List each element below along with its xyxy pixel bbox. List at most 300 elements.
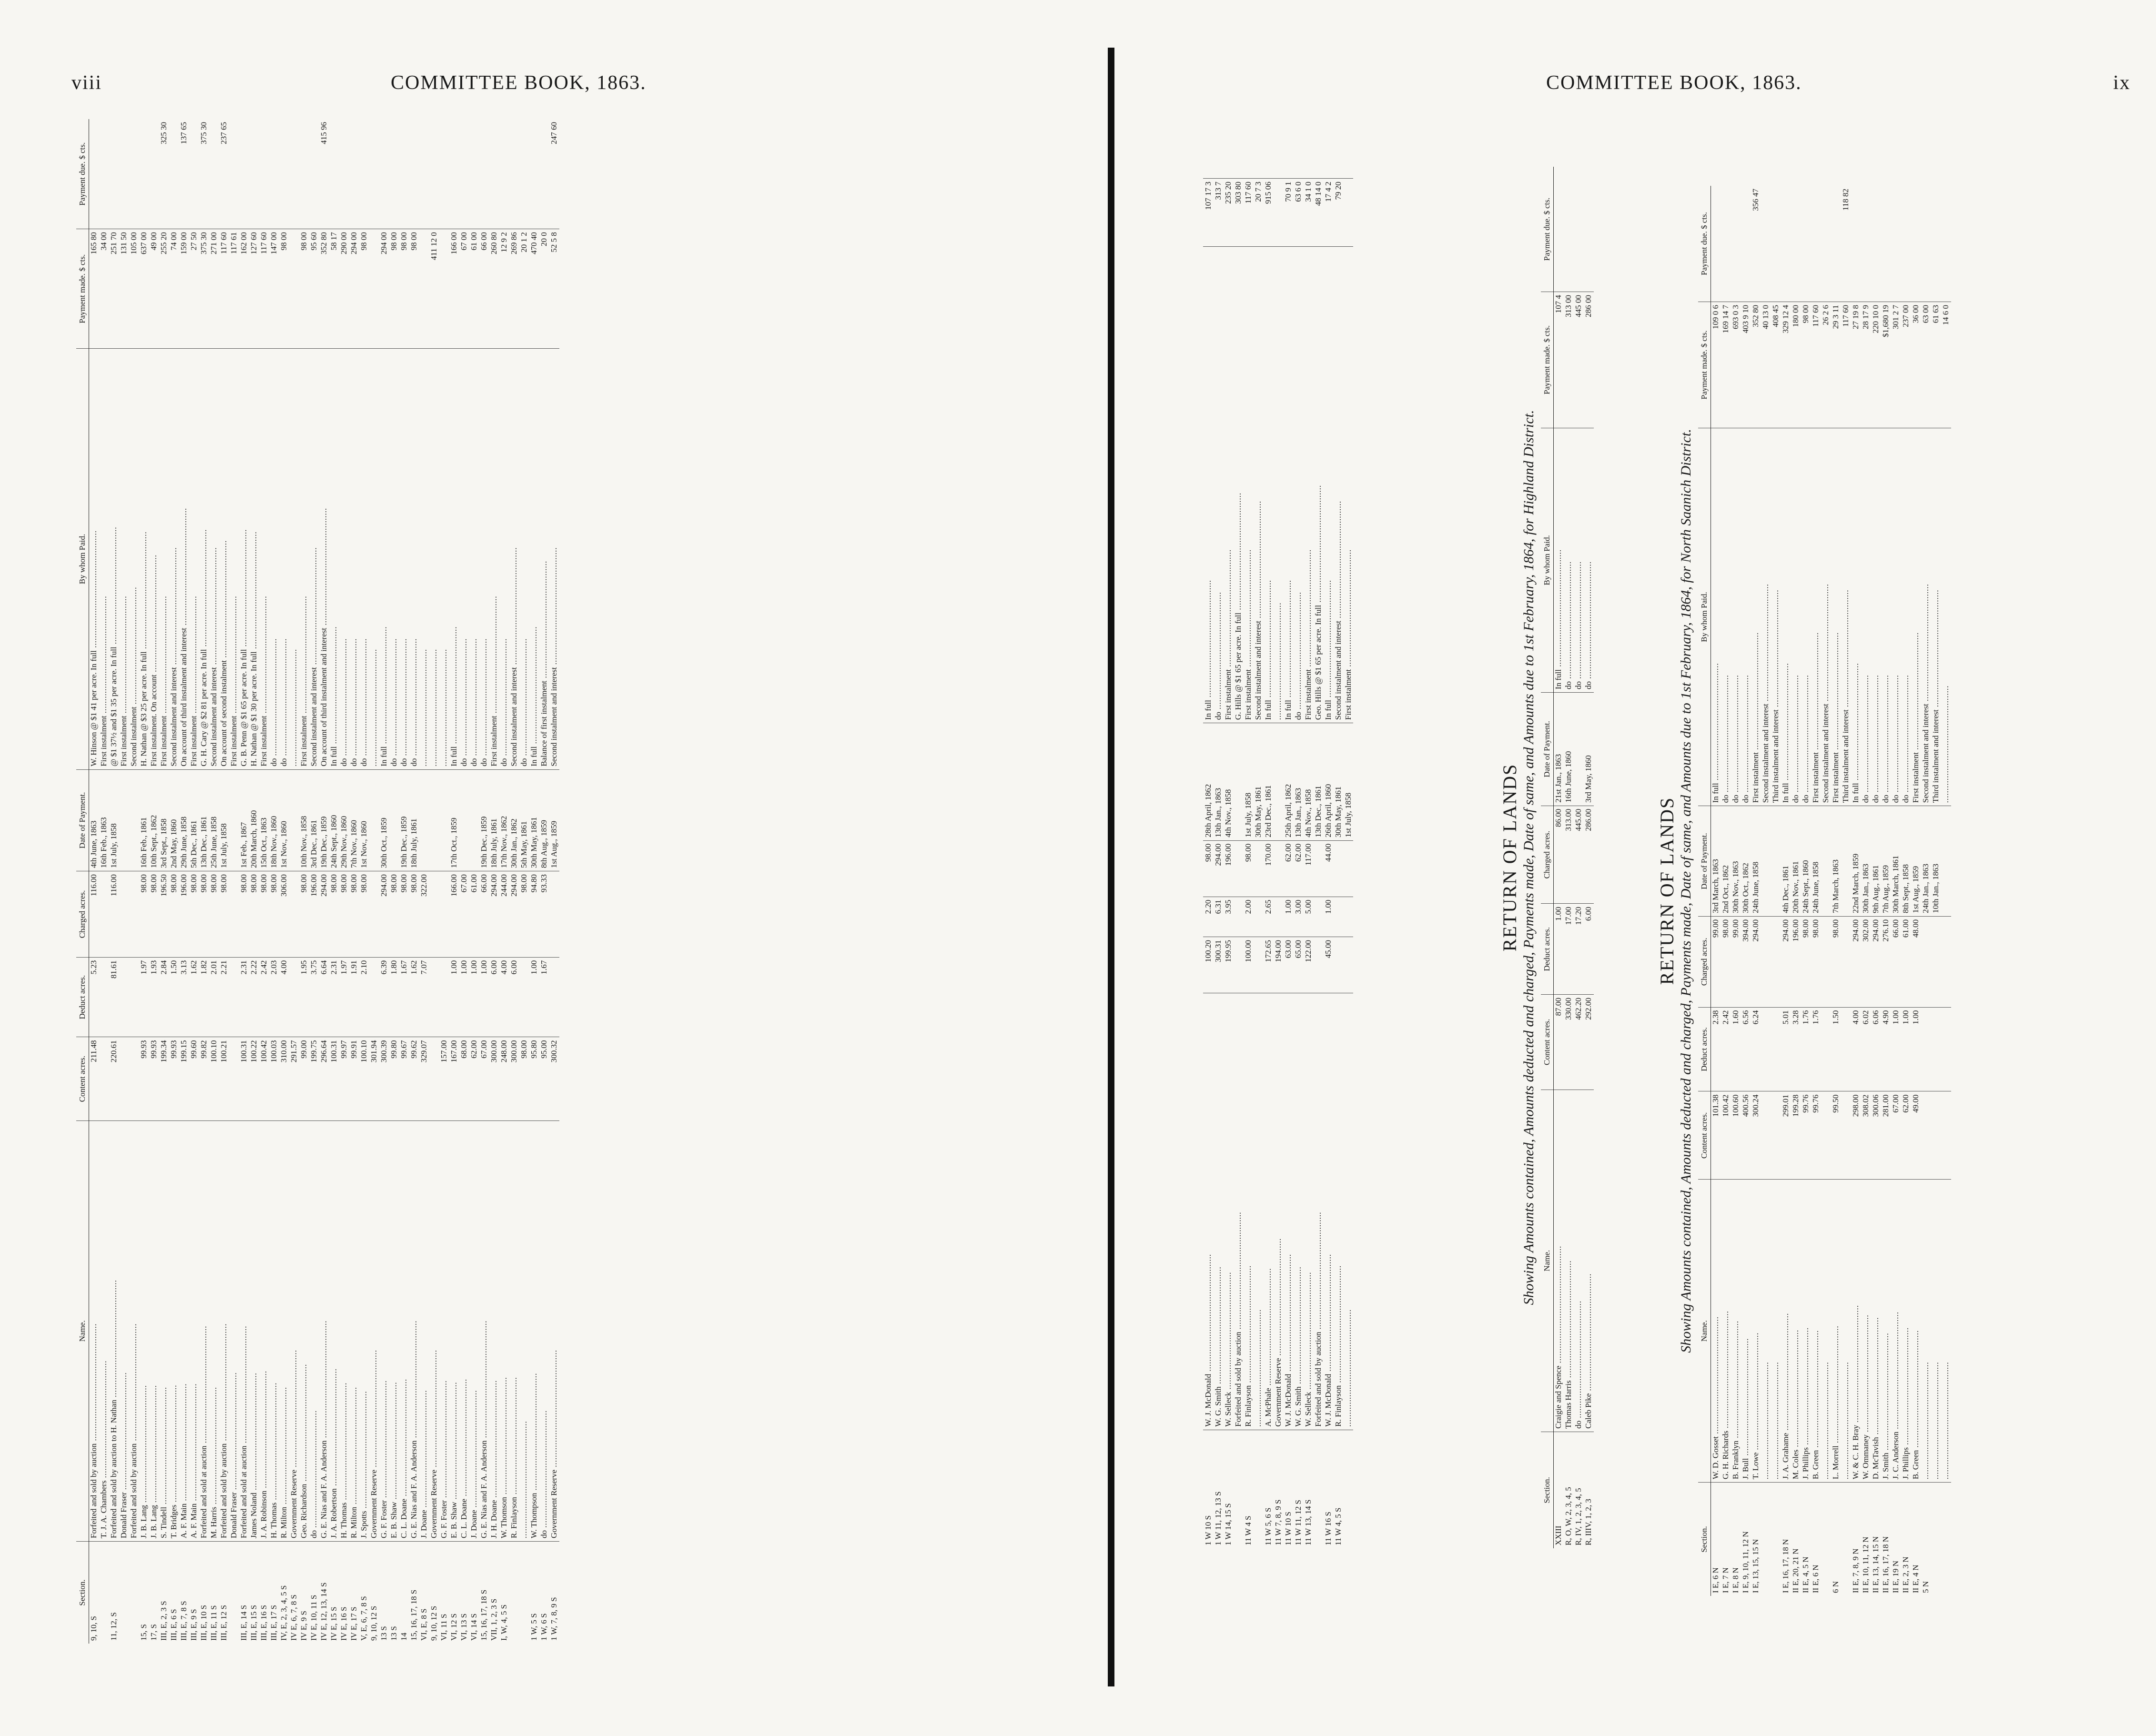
table-row	[1811, 186, 1821, 1596]
table-cell: 18th July, 1861	[489, 769, 499, 871]
table-cell	[1243, 167, 1253, 179]
table-cell	[429, 119, 439, 229]
table-cell: 28 17 9	[1861, 302, 1871, 428]
table-cell: 162 00	[239, 229, 249, 349]
table-cell: 117 60	[259, 229, 269, 349]
table-cell	[1553, 167, 1564, 292]
table-cell: 87.00	[1553, 995, 1564, 1090]
column-header: Content acres.	[1541, 995, 1553, 1090]
table-cell: 4th Dec., 1861	[1781, 806, 1791, 917]
table-row	[1721, 186, 1731, 1596]
table-cell: do .....	[1564, 428, 1574, 692]
table-cell: 11 W 11, 12 S	[1293, 1430, 1303, 1548]
table-row	[1791, 186, 1801, 1596]
table-cell: G. Hills @ $1 65 per acre. In full .....	[1233, 247, 1243, 723]
table-cell: 19th Dec., 1859	[399, 769, 409, 871]
table-cell: 157.00	[439, 1037, 449, 1120]
table-cell	[439, 957, 449, 1037]
table-cell: 100.10	[209, 1037, 219, 1120]
table-cell	[439, 769, 449, 871]
table-row	[1564, 167, 1574, 1548]
table-cell: 15, 16, 17, 18 S	[479, 1541, 489, 1644]
table-cell: 98 00	[359, 229, 369, 349]
table-cell: VI, E, 8 S	[419, 1541, 429, 1644]
table-row	[1253, 167, 1263, 1548]
table-row	[459, 119, 469, 1644]
table-cell: 147 00	[269, 229, 279, 349]
table-cell	[429, 871, 439, 958]
table-cell	[1273, 179, 1283, 247]
table-cell: 66 00	[479, 229, 489, 349]
table-cell: 26th April, 1860	[1323, 723, 1333, 841]
table-cell: Balance of first instalment .....	[539, 349, 549, 769]
table-cell	[1203, 167, 1213, 179]
book-gutter	[1108, 48, 1114, 1686]
table-cell: do .....	[269, 349, 279, 769]
table-cell: On account of second instalment .....	[219, 349, 229, 769]
table-cell: 11 W 10 S	[1283, 1430, 1293, 1548]
table-cell: 11 W 7, 8, 9 S	[1273, 1430, 1283, 1548]
table-cell: VI, 14 S	[469, 1541, 479, 1644]
table-cell: 29 3 11	[1831, 302, 1841, 428]
table-cell: 62.00	[1283, 840, 1293, 897]
table-cell: 13 S	[379, 1541, 389, 1644]
table-cell: 1st Aug., 1859	[549, 769, 559, 871]
table-cell	[1931, 1091, 1941, 1180]
table-cell: 322.00	[419, 871, 429, 958]
table-cell: In full .....	[529, 349, 539, 769]
table-cell: 199.95	[1223, 937, 1233, 993]
table-cell: First instalment .....	[1831, 428, 1841, 806]
table-cell: 2.01	[209, 957, 219, 1037]
column-header: Payment made. $ cts.	[1541, 292, 1553, 428]
table-cell: 310.00	[279, 1037, 289, 1120]
table-cell	[439, 229, 449, 349]
table-cell: 9, 10, S	[89, 1541, 99, 1644]
table-row	[1553, 167, 1564, 1548]
right-top-ledger	[1203, 167, 1353, 1548]
table-cell: 99.60	[189, 1037, 199, 1120]
table-cell: 2nd May, 1860	[169, 769, 179, 871]
table-cell: do .....	[339, 349, 349, 769]
table-cell: First instalment .....	[229, 349, 239, 769]
table-cell: Second instalment and interest .....	[509, 349, 519, 769]
table-cell	[1791, 186, 1801, 302]
table-cell: 65.00	[1293, 937, 1303, 993]
table-cell: 2.42	[259, 957, 269, 1037]
table-row	[339, 119, 349, 1644]
table-cell: 98.00	[299, 871, 309, 958]
table-cell	[1821, 916, 1831, 1007]
table-cell: W. Selleck .....	[1223, 993, 1233, 1430]
table-cell: 415 96	[319, 122, 329, 144]
table-cell: I, W, 4, 5 S	[499, 1541, 509, 1644]
table-cell: 6.24	[1751, 1007, 1761, 1091]
table-cell: do .....	[499, 349, 509, 769]
table-cell: A. McPhale .....	[1263, 993, 1273, 1430]
table-cell: First instalment .....	[1751, 428, 1761, 806]
table-cell	[1233, 897, 1243, 937]
table-cell	[1761, 806, 1771, 917]
table-cell: 117 60	[1243, 179, 1253, 247]
table-cell	[1921, 916, 1931, 1007]
table-cell: 15, S	[139, 1541, 149, 1644]
column-header: By whom Paid.	[76, 349, 89, 769]
table-cell: 1.00	[1323, 897, 1333, 937]
table-cell: T. Bridges .....	[169, 1120, 179, 1541]
table-cell: 98 00	[1801, 302, 1811, 428]
table-cell: G. F. Foster .....	[439, 1120, 449, 1541]
table-row	[379, 119, 389, 1644]
table-cell: II E, 4, 5 N	[1801, 1483, 1811, 1596]
table-cell: 196.00	[1223, 840, 1233, 897]
table-cell	[1253, 167, 1263, 179]
table-cell	[1323, 167, 1333, 179]
table-cell	[1931, 1180, 1941, 1483]
table-cell: In full .....	[1781, 428, 1791, 806]
table-cell: @ $1 37½ and $1 35 per acre. In full .....	[109, 349, 119, 769]
table-cell: do .....	[479, 349, 489, 769]
table-row	[1821, 186, 1831, 1596]
table-cell: S. Tindell .....	[159, 1120, 169, 1541]
column-header: Section.	[1698, 1483, 1711, 1596]
table-cell: 294.00	[489, 871, 499, 958]
table-cell: 330.00	[1564, 995, 1574, 1090]
table-cell: 1.50	[1831, 1007, 1841, 1091]
table-row	[489, 119, 499, 1644]
table-cell: C. L. Doane .....	[399, 1120, 409, 1541]
table-cell	[1333, 840, 1343, 897]
table-cell: In full .....	[1711, 428, 1721, 806]
table-cell	[289, 349, 299, 769]
table-cell: do .....	[359, 349, 369, 769]
table-cell: 109 0 6	[1711, 302, 1721, 428]
table-cell: H. Nathan @ $3 25 per acre. In full .....	[139, 349, 149, 769]
page-number-right: ix	[2113, 72, 2131, 94]
column-header: Payment made. $ cts.	[1698, 302, 1711, 428]
table-cell	[1283, 167, 1293, 179]
highland-subheading: Showing Amounts contained, Amounts deducted and charged, Payments made, Date of same, and Amounts due to 1st February, 1864, for Highland District.	[1521, 410, 1537, 1305]
table-cell	[369, 119, 379, 229]
table-row	[389, 119, 399, 1644]
table-cell: 299.01	[1781, 1091, 1791, 1180]
table-cell: 100.03	[269, 1037, 279, 1120]
table-cell	[1233, 167, 1243, 179]
table-cell	[1861, 186, 1871, 302]
table-cell: 298.00	[1851, 1091, 1861, 1180]
table-cell: IV E, 12, 13, 14 S	[319, 1541, 329, 1644]
table-cell: 1.00	[479, 957, 489, 1037]
table-cell: 98.00	[259, 871, 269, 958]
table-row	[479, 119, 489, 1644]
table-cell	[329, 119, 339, 229]
highland-heading: RETURN OF LANDS	[1499, 763, 1520, 952]
table-cell: 300.24	[1751, 1091, 1761, 1180]
table-cell: 301 2 7	[1891, 302, 1901, 428]
table-cell: J. Phillips .....	[1901, 1180, 1911, 1483]
table-cell: 99.00	[299, 1037, 309, 1120]
table-cell	[1731, 186, 1741, 302]
table-cell	[419, 349, 429, 769]
table-cell: 29th Nov., 1860	[339, 769, 349, 871]
table-cell: 36 00	[1911, 302, 1921, 428]
table-cell	[479, 119, 489, 229]
table-cell: 1.97	[339, 957, 349, 1037]
table-cell: XXIII	[1553, 1432, 1564, 1548]
table-cell: VI, 13 S	[459, 1541, 469, 1644]
table-cell: III, E, 7, 8 S	[179, 1541, 189, 1644]
table-cell: 6.02	[1861, 1007, 1871, 1091]
table-cell: J. Phillips .....	[1801, 1180, 1811, 1483]
table-cell: 356 47	[1751, 189, 1761, 211]
table-cell: 98.00	[189, 871, 199, 958]
table-cell: Second instalment and interest .....	[209, 349, 219, 769]
table-cell	[1921, 1180, 1931, 1483]
table-cell: 17th Oct., 1859	[449, 769, 459, 871]
highland-section	[1498, 167, 1594, 1548]
table-cell: IV E, 9 S	[299, 1541, 309, 1644]
table-cell: 98.00	[519, 871, 529, 958]
table-cell	[1343, 897, 1353, 937]
table-cell	[119, 871, 129, 958]
column-header: Deduct acres.	[1698, 1007, 1711, 1091]
table-cell: III, E, 11 S	[209, 1541, 219, 1644]
table-row	[419, 119, 429, 1644]
table-cell: 101.38	[1711, 1091, 1721, 1180]
table-row	[529, 119, 539, 1644]
table-cell: III, E, 10 S	[199, 1541, 209, 1644]
table-cell: do .....	[1213, 247, 1223, 723]
table-cell: Second instalment and interest .....	[1333, 247, 1343, 723]
table-row	[209, 119, 219, 1644]
table-cell: 18th Nov., 1860	[269, 769, 279, 871]
table-cell: 294.00	[319, 871, 329, 958]
table-cell	[269, 119, 279, 229]
table-cell: 4th June, 1863	[89, 769, 99, 871]
table-cell	[1771, 916, 1781, 1007]
left-ledger	[76, 119, 559, 1644]
table-row	[1751, 186, 1761, 1596]
table-row	[1911, 186, 1921, 1596]
table-cell: 329.07	[419, 1037, 429, 1120]
table-cell: 2.21	[219, 957, 229, 1037]
table-cell	[519, 119, 529, 229]
table-cell: 1.93	[149, 957, 159, 1037]
table-cell: Second instalment and interest .....	[309, 349, 319, 769]
table-cell: V, E, 6, 7, 8 S	[359, 1541, 369, 1644]
table-cell: 1.00	[1891, 1007, 1901, 1091]
table-cell: 81.61	[109, 957, 119, 1037]
table-cell: First instalment .....	[159, 349, 169, 769]
table-cell	[129, 119, 139, 229]
table-cell: 3.28	[1791, 1007, 1801, 1091]
table-cell: do .....	[349, 349, 359, 769]
table-cell: J. B. Lang .....	[139, 1120, 149, 1541]
table-cell: 7th Aug., 1859	[1881, 806, 1891, 917]
table-cell: 301.94	[369, 1037, 379, 1120]
table-cell: 20th March, 1860	[249, 769, 259, 871]
table-cell	[1293, 167, 1303, 179]
table-cell: Forfeited and sold by auction .....	[129, 1120, 139, 1541]
table-cell: 211.48	[89, 1037, 99, 1120]
table-cell: 98.00	[399, 871, 409, 958]
table-cell: 116.00	[89, 871, 99, 958]
table-cell: 300.06	[1871, 1091, 1881, 1180]
table-row	[289, 119, 299, 1644]
column-header: Name.	[1698, 1180, 1711, 1483]
table-cell: 294.00	[1851, 916, 1861, 1007]
table-cell	[1761, 1483, 1771, 1596]
table-cell	[1263, 167, 1273, 179]
table-row	[1243, 167, 1253, 1548]
table-cell: 445.00	[1574, 806, 1584, 904]
table-cell: 100.21	[219, 1037, 229, 1120]
table-row	[99, 119, 109, 1644]
table-cell: J. A. Robinson .....	[259, 1120, 269, 1541]
table-row	[439, 119, 449, 1644]
table-cell	[229, 871, 239, 958]
table-row	[229, 119, 239, 1644]
table-cell: 235 20	[1223, 179, 1233, 247]
table-cell: do .....	[1891, 428, 1901, 806]
table-cell	[1821, 806, 1831, 917]
table-cell	[229, 1037, 239, 1120]
table-cell: T. Lowe .....	[1751, 1180, 1761, 1483]
table-cell: 1 W 14, 15 S	[1223, 1430, 1233, 1548]
table-cell: 98.00	[339, 871, 349, 958]
table-cell	[1303, 167, 1313, 179]
table-cell: 100.31	[239, 1037, 249, 1120]
table-cell: 286 00	[1584, 292, 1594, 428]
table-row	[1931, 186, 1941, 1596]
table-cell: 98.00	[329, 871, 339, 958]
table-cell	[1343, 179, 1353, 247]
table-row	[1283, 167, 1293, 1548]
table-cell	[1253, 937, 1263, 993]
table-cell: 5.23	[89, 957, 99, 1037]
table-cell: W. G. Smith .....	[1213, 993, 1223, 1430]
table-cell: C. L. Doane .....	[459, 1120, 469, 1541]
table-cell: 308.02	[1861, 1091, 1871, 1180]
table-cell: Thomas Harris .....	[1564, 1090, 1574, 1432]
table-cell: 28th April, 1862	[1203, 723, 1213, 841]
table-cell: 49 00	[149, 229, 159, 349]
table-row	[349, 119, 359, 1644]
table-cell	[1233, 937, 1243, 993]
table-cell	[1223, 167, 1233, 179]
table-cell	[129, 871, 139, 958]
table-cell	[1233, 1430, 1243, 1548]
column-header: Charged acres.	[1541, 806, 1553, 904]
column-header: Charged acres.	[76, 871, 89, 958]
table-cell	[1574, 692, 1584, 806]
table-cell	[509, 119, 519, 229]
column-header: By whom Paid.	[1698, 428, 1711, 806]
running-title-left: COMMITTEE BOOK, 1863.	[391, 72, 647, 94]
table-cell: 180 00	[1791, 302, 1801, 428]
table-cell: 172.65	[1263, 937, 1273, 993]
table-cell: IV, E, 2, 3, 4, 5 S	[279, 1541, 289, 1644]
table-cell: 117.00	[1303, 840, 1313, 897]
table-cell: 411 12 0	[429, 229, 439, 349]
table-row	[169, 119, 179, 1644]
table-cell: 99.50	[1831, 1091, 1841, 1180]
table-cell	[1584, 167, 1594, 292]
table-cell: G. H. Cary @ $2 81 per acre. In full .....	[199, 349, 209, 769]
table-cell	[519, 1120, 529, 1541]
table-cell: 294 00	[379, 229, 389, 349]
table-row	[1851, 186, 1861, 1596]
table-cell: do .....	[1801, 428, 1811, 806]
table-cell: R, IIIV, 1, 2, 3	[1584, 1432, 1594, 1548]
table-cell: 10th Sept., 1862	[149, 769, 159, 871]
table-row	[1771, 186, 1781, 1596]
table-cell: 61 63	[1931, 302, 1941, 428]
table-cell: 137 65	[179, 122, 189, 144]
table-cell: 100.20	[1203, 937, 1213, 993]
table-cell: 7.07	[419, 957, 429, 1037]
table-cell	[1941, 806, 1951, 917]
table-cell: 61.00	[1901, 916, 1911, 1007]
table-cell	[1941, 916, 1951, 1007]
table-cell: III, E, 6 S	[169, 1541, 179, 1644]
table-cell: 98 00	[409, 229, 419, 349]
table-cell	[1771, 1007, 1781, 1091]
table-cell: do .....	[409, 349, 419, 769]
table-cell: 1.00	[1283, 897, 1293, 937]
table-cell: 375 30	[199, 229, 209, 349]
table-cell: First instalment .....	[1223, 247, 1233, 723]
table-cell: 2.10	[359, 957, 369, 1037]
table-row	[1273, 167, 1283, 1548]
table-cell	[229, 119, 239, 229]
table-cell: 1st July, 1858	[1243, 723, 1253, 841]
table-cell	[309, 119, 319, 229]
table-cell: do .....	[519, 349, 529, 769]
table-cell: 22nd March, 1859	[1851, 806, 1861, 917]
column-header: Date of Payment.	[1698, 806, 1711, 917]
table-row	[449, 119, 459, 1644]
north-saanich-section	[1656, 186, 1951, 1596]
table-cell: 118 82	[1841, 189, 1851, 211]
table-row	[359, 119, 369, 1644]
table-cell: E. B. Shaw .....	[389, 1120, 399, 1541]
table-cell: 2nd Oct., 1862	[1721, 806, 1731, 917]
table-cell: 100.42	[259, 1037, 269, 1120]
table-cell: II E, 7, 8, 9 N	[1851, 1483, 1861, 1596]
table-cell: W. Thompson .....	[529, 1120, 539, 1541]
table-cell	[1841, 1483, 1851, 1596]
table-cell: 4.00	[499, 957, 509, 1037]
table-cell: W. Selleck .....	[1303, 993, 1313, 1430]
table-cell: 117 60	[1841, 302, 1851, 428]
table-row	[1801, 186, 1811, 1596]
table-row	[1861, 186, 1871, 1596]
table-cell: 67.00	[479, 1037, 489, 1120]
table-cell: 66.00	[1891, 916, 1901, 1007]
table-cell: W. J. McDonald .....	[1323, 993, 1333, 1430]
table-cell: 915 06	[1263, 179, 1273, 247]
table-cell: Government Reserve .....	[549, 1120, 559, 1541]
table-cell: Government Reserve .....	[289, 1120, 299, 1541]
table-cell: II E, 10, 11, 12 N	[1861, 1483, 1871, 1596]
table-cell	[119, 1037, 129, 1120]
table-row	[1781, 186, 1791, 1596]
table-cell	[1233, 840, 1243, 897]
table-cell: 17.20	[1574, 904, 1584, 995]
table-cell: 4.00	[279, 957, 289, 1037]
table-cell: 394.00	[1741, 916, 1751, 1007]
